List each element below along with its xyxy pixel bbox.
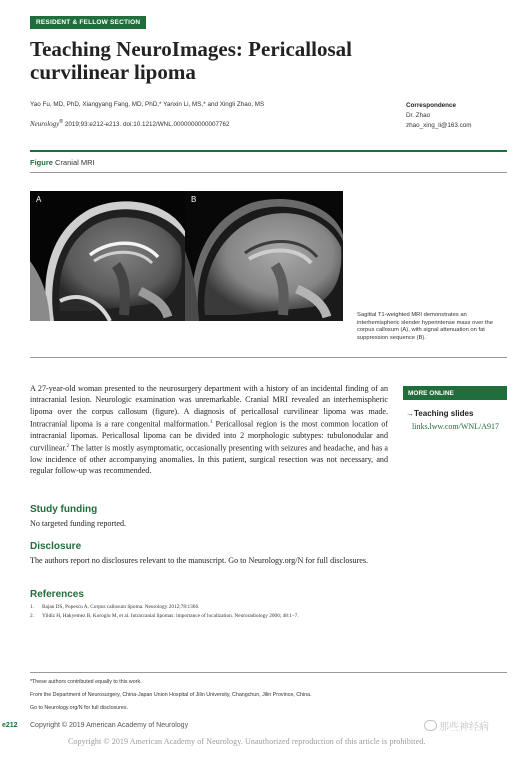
author-list: Yao Fu, MD, PhD, Xiangyang Fang, MD, PhD,* Yanxin Li, MS,* and Xingli Zhao, MS: [30, 101, 265, 108]
footnote-equal-contribution: *These authors contributed equally to this work.: [30, 679, 142, 685]
references-heading: References: [30, 589, 84, 600]
citation: [30, 119, 390, 128]
body-part-2: Pericallosal region is the most common location of intracranial lipomas. Pericallosal lipoma can be divided into 2 morphologic subtypes: tubulonodular and curvilinear.: [30, 419, 388, 453]
correspondence-block: [406, 101, 516, 131]
figure-caption: [30, 158, 95, 167]
article-title: Teaching NeuroImages: Pericallosal curvilinear lipoma: [30, 37, 352, 84]
study-funding-text: No targeted funding reported.: [30, 519, 127, 528]
panel-label-a: A: [36, 195, 42, 204]
reference-number: 2.: [30, 612, 34, 619]
teaching-slides-link[interactable]: links.lww.com/WNL/A917: [412, 422, 500, 431]
teaching-slides-title: [406, 409, 473, 418]
footnote-affiliation: From the Department of Neurosurgery, China-Japan Union Hospital of Jilin University, Changchun, Jilin Province, China.: [30, 692, 312, 698]
mri-panel-a: [30, 191, 185, 321]
mri-image-a: [30, 191, 185, 321]
journal-name: Neurology: [30, 120, 60, 129]
disclosure-text: The authors report no disclosures relevant to the manuscript. Go to Neurology.org/N for full disclosures.: [30, 556, 369, 565]
study-funding-heading: Study funding: [30, 504, 98, 515]
copyright-notice: Copyright © 2019 American Academy of Neurology. Unauthorized reproduction of this article is prohibited.: [68, 737, 426, 746]
mri-panel-b: [185, 191, 343, 321]
watermark: [424, 718, 489, 733]
figure-title: Cranial MRI: [55, 158, 95, 167]
section-badge: RESIDENT & FELLOW SECTION: [30, 16, 146, 29]
panel-label-b: B: [191, 195, 197, 204]
footnote-disclosures: Go to Neurology.org/N for full disclosures.: [30, 705, 128, 711]
correspondence-heading: Correspondence: [406, 102, 457, 109]
more-online-badge: MORE ONLINE: [403, 386, 507, 400]
page-number: e212: [2, 722, 18, 729]
case-description: [30, 383, 388, 476]
figure-legend: Sagittal T1-weighted MRI demonstrates an interhemispheric slender hyperintense mass over the corpus callosum (A), with signal attenuation on fat suppression sequence (B).: [357, 312, 493, 341]
figure-label: Figure: [30, 158, 53, 167]
body-part-1: A 27-year-old woman presented to the neurosurgery department with a history of an incidental finding of an intracranial lesion. Neurologic examination was unremarkable. Cranial MRI revealed an interhemispheric lipoma over the corpus callosum (figure). A diagnosis of pericallosal curvilinear lipoma was made. Intracranial lipoma is a rare congenital malformation.: [30, 384, 388, 429]
footnote-divider: [30, 672, 507, 673]
header-divider: [30, 150, 507, 152]
correspondence-name: Dr. Zhao: [406, 112, 431, 119]
arrow-right-icon: →: [406, 409, 414, 418]
disclosure-heading: Disclosure: [30, 541, 82, 552]
figure-bottom-divider: [30, 357, 507, 358]
footnotes: [30, 679, 507, 718]
reference-item: [30, 603, 500, 612]
chat-bubble-icon: [424, 720, 437, 731]
reference-text: Rajan DS, Popescu A. Corpus callosum lipoma. Neurology 2012;78:1366.: [42, 604, 200, 610]
reference-item: [30, 612, 500, 621]
citation-details: 2019;93:e212-e213. doi:10.1212/WNL.0000000000007762: [63, 121, 230, 129]
mri-image-b: [185, 191, 343, 321]
ref-marker-1[interactable]: 1: [209, 419, 213, 425]
correspondence-email[interactable]: zhao_xing_li@163.com: [406, 122, 472, 129]
ref-marker-2[interactable]: 2: [66, 443, 70, 449]
copyright-line: Copyright © 2019 American Academy of Neurology: [30, 722, 189, 729]
figure-top-divider: [30, 172, 507, 173]
body-part-3: The latter is mostly asymptomatic, occasionally presenting with seizures and headache, and has a low incidence of other accompanying anomalies. In this patient, surgical resection was not necessary, and regular follow-up was recommended.: [30, 443, 388, 476]
reference-text: Yildiz H, Hakyemez B, Koroglu M, et al. Intracranial lipomas: importance of localization. Neuroradiology 2006; 48:1–7.: [42, 612, 299, 619]
reference-number: 1.: [30, 604, 34, 610]
watermark-text: 那些神经病: [439, 722, 489, 733]
registered-mark: ®: [59, 119, 64, 125]
reference-list: [30, 603, 500, 620]
teaching-slides-label: Teaching slides: [414, 409, 474, 418]
